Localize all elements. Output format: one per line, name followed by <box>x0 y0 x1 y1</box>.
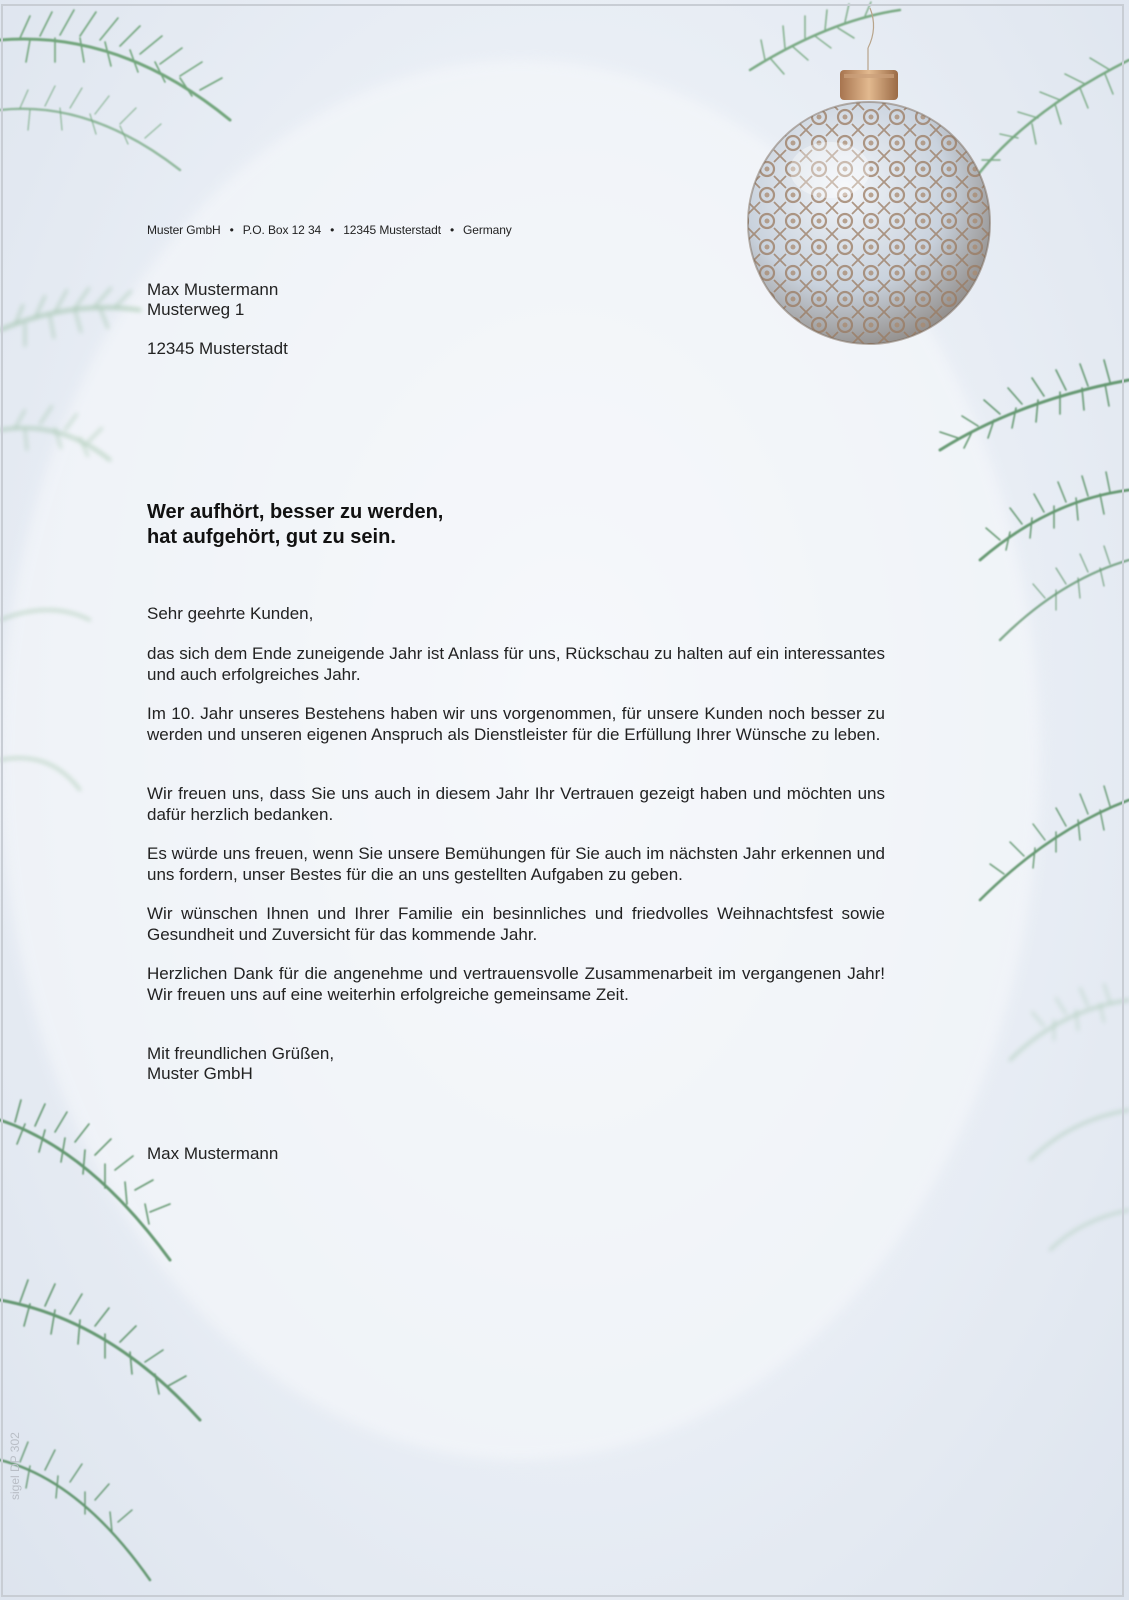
salutation: Sehr geehrte Kunden, <box>147 604 314 623</box>
recipient-city: 12345 Musterstadt <box>147 339 288 358</box>
signer-name: Max Mustermann <box>147 1144 279 1163</box>
sender-company: Muster GmbH <box>147 223 221 237</box>
sender-city: 12345 Musterstadt <box>343 223 441 237</box>
separator-dot: • <box>330 223 335 237</box>
sender-country: Germany <box>463 223 512 237</box>
body-paragraph: das sich dem Ende zuneigende Jahr ist Anlass für uns, Rückschau zu halten auf ein interessantes und auch erfolgreiches Jahr. <box>147 644 885 684</box>
closing-greeting: Mit freundlichen Grüßen, <box>147 1044 335 1063</box>
sender-po-box: P.O. Box 12 34 <box>242 223 322 237</box>
body-paragraph: Wir freuen uns, dass Sie uns auch in diesem Jahr Ihr Vertrauen gezeigt haben und möchten uns dafür herzlich bedanken. <box>147 784 885 824</box>
christmas-ornament-icon <box>748 8 990 344</box>
recipient-street: Musterweg 1 <box>147 300 245 319</box>
body-paragraph: Es würde uns freuen, wenn Sie unsere Bemühungen für Sie auch im nächsten Jahr erkennen und uns fordern, unser Bestes für die an uns gestellten Aufgaben zu geben. <box>147 844 885 884</box>
recipient-name: Max Mustermann <box>147 280 279 299</box>
separator-dot: • <box>449 223 455 237</box>
body-paragraph: Im 10. Jahr unseres Bestehens haben wir uns vorgenommen, für unsere Kunden noch besser zu werden und unseren eigenen Anspruch als Dienstleister für die Erfüllung Ihrer Wünsche zu leben. <box>147 704 885 744</box>
closing-company: Muster GmbH <box>147 1064 253 1083</box>
letter-headline <box>147 500 443 550</box>
fir-branch-right-lower <box>1010 984 1129 1250</box>
fir-branch-top-left <box>0 10 230 170</box>
headline-line-1: Wer aufhört, besser zu werden, <box>147 501 444 523</box>
headline-line-2: hat aufgehört, gut zu sein. <box>147 526 396 548</box>
body-paragraph: Herzlichen Dank für die angenehme und vertrauensvolle Zusammenarbeit im vergangenen Jahr! Wir freuen uns auf eine weiterhin erfolgreiche gemeinsame Zeit. <box>147 964 885 1004</box>
brand-watermark: sigel DP 302 <box>8 1432 22 1500</box>
sender-return-address <box>147 223 512 237</box>
separator-dot: • <box>229 223 234 237</box>
body-paragraph: Wir wünschen Ihnen und Ihrer Familie ein besinnliches und friedvolles Weihnachtsfest sowie Gesundheit und Zuversicht für das kommende Jahr. <box>147 904 885 944</box>
